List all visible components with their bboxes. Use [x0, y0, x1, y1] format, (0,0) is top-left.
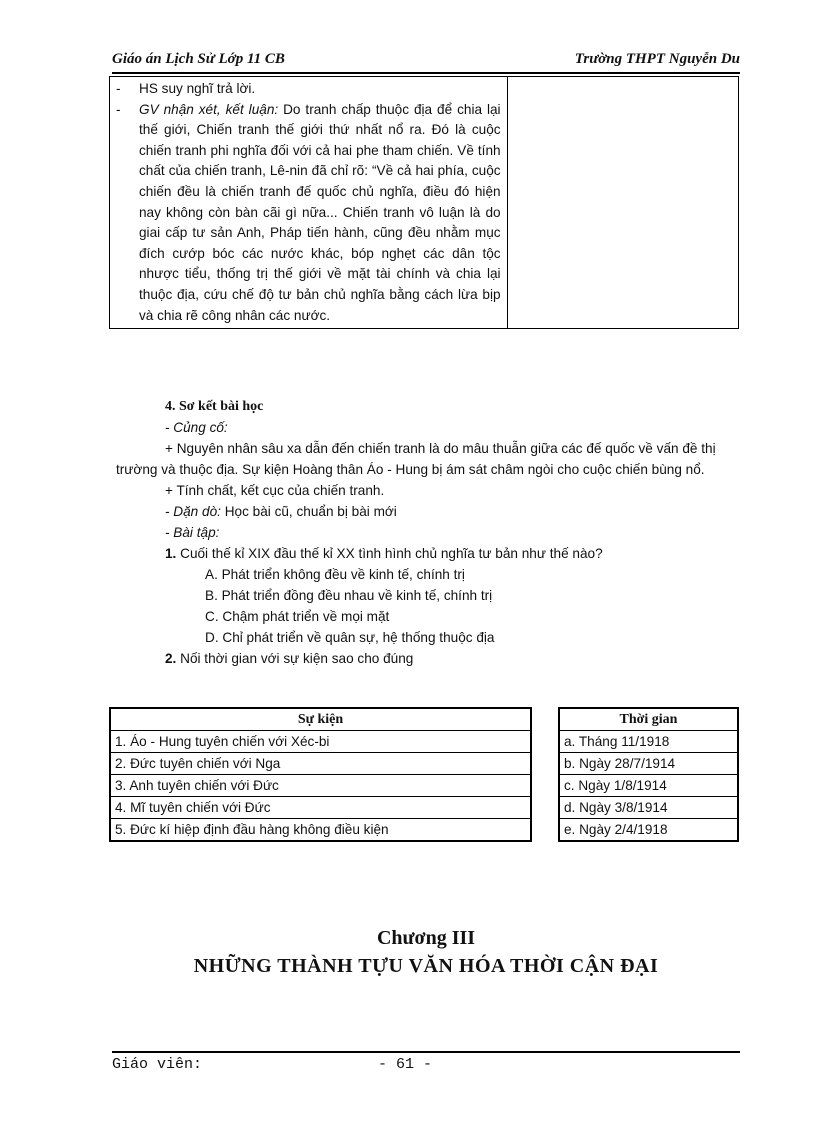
time-row: e. Ngày 2/4/1918 — [559, 819, 738, 842]
option-a: A. Phát triển không đều về kinh tế, chính trị — [205, 567, 465, 582]
question-1-text: Cuối thế kỉ XIX đầu thế kỉ XX tình hình chủ nghĩa tư bản như thế nào? — [176, 546, 603, 561]
exercise-label: - Bài tập: — [165, 525, 220, 540]
events-table — [109, 707, 532, 842]
section-heading: 4. Sơ kết bài học — [165, 399, 264, 414]
footer-teacher-label: Giáo viên: — [112, 1056, 203, 1073]
activity-line-teacher — [114, 100, 501, 327]
teacher-conclusion-label: GV nhận xét, kết luận: — [139, 101, 279, 117]
question-2-text: Nối thời gian với sự kiện sao cho đúng — [176, 651, 414, 666]
teacher-conclusion-text: Do tranh chấp thuộc địa để chia lại thế giới, Chiến tranh thế giới thứ nhất nổ ra. Đó là cuộc chiến tranh phi nghĩa đối với cả hai phe tham chiến. Về tính chất của chiến tranh, Lê-nin đã chỉ rõ: “Về cả hai phía, cuộc chiến đều là chiến tranh đế quốc chủ nghĩa, điều đó hiện nay không còn bàn cãi gì nữa... Chiến tranh vô luận là do giai cấp tư sản Anh, Pháp tiến hành, cũng đều nhằm mục đích cướp bóc các nước khác, bóp nghẹt các dân tộc nhược tiểu, thống trị thế giới về mặt tài chính và chia lại thuộc địa, cứu chế độ tư bản chủ nghĩa bằng cách lừa bịp và chia rẽ công nhân các nước. — [139, 101, 501, 323]
page-footer — [112, 1051, 740, 1075]
homework-line — [116, 501, 742, 522]
time-row: d. Ngày 3/8/1914 — [559, 797, 738, 819]
time-table — [558, 707, 739, 842]
footer-page-number: - 61 - — [378, 1056, 433, 1073]
question-2-number: 2. — [165, 651, 177, 666]
option-b: B. Phát triển đồng đều nhau về kinh tế, chính trị — [205, 588, 493, 603]
activity-left-cell — [110, 77, 508, 329]
question-1 — [116, 543, 742, 564]
homework-label: - Dặn dò: — [165, 504, 221, 519]
consolidation-point-2: + Tính chất, kết cục của chiến tranh. — [165, 483, 385, 498]
option-c: C. Chậm phát triển về mọi mặt — [205, 609, 390, 624]
chapter-number: Chương III — [376, 927, 476, 949]
time-header: Thời gian — [559, 708, 738, 731]
event-row: 4. Mĩ tuyên chiến với Đức — [110, 797, 531, 819]
homework-text: Học bài cũ, chuẩn bị bài mới — [220, 504, 397, 519]
question-2 — [116, 648, 742, 669]
event-row: 1. Áo - Hung tuyên chiến với Xéc-bi — [110, 731, 531, 753]
option-d: D. Chỉ phát triển về quân sự, hệ thống thuộc địa — [205, 630, 495, 645]
consolidation-label: - Củng cố: — [165, 420, 228, 435]
consolidation-point-1: + Nguyên nhân sâu xa dẫn đến chiến tranh là do mâu thuẫn giữa các đế quốc về vấn đề thị trường và thuộc địa. Sự kiện Hoàng thân Áo - Hung bị ám sát châm ngòi cho cuộc chiến bùng nổ. — [116, 441, 716, 477]
events-header: Sự kiện — [110, 708, 531, 731]
activity-line-student: - HS suy nghĩ trả lời. — [114, 79, 501, 100]
chapter-title: NHỮNG THÀNH TỰU VĂN HÓA THỜI CẬN ĐẠI — [193, 955, 659, 977]
question-1-number: 1. — [165, 546, 177, 561]
time-row: a. Tháng 11/1918 — [559, 731, 738, 753]
lesson-activity-table — [109, 76, 739, 329]
activity-right-cell — [507, 77, 738, 329]
header-course-title: Giáo án Lịch Sử Lớp 11 CB — [112, 51, 285, 67]
time-row: b. Ngày 28/7/1914 — [559, 753, 738, 775]
time-row: c. Ngày 1/8/1914 — [559, 775, 738, 797]
lesson-summary — [116, 396, 742, 669]
event-row: 3. Anh tuyên chiến với Đức — [110, 775, 531, 797]
event-row: 2. Đức tuyên chiến với Nga — [110, 753, 531, 775]
event-row: 5. Đức kí hiệp định đầu hàng không điều kiện — [110, 819, 531, 842]
page-header — [112, 48, 740, 74]
header-school-name: Trường THPT Nguyễn Du — [574, 51, 740, 67]
